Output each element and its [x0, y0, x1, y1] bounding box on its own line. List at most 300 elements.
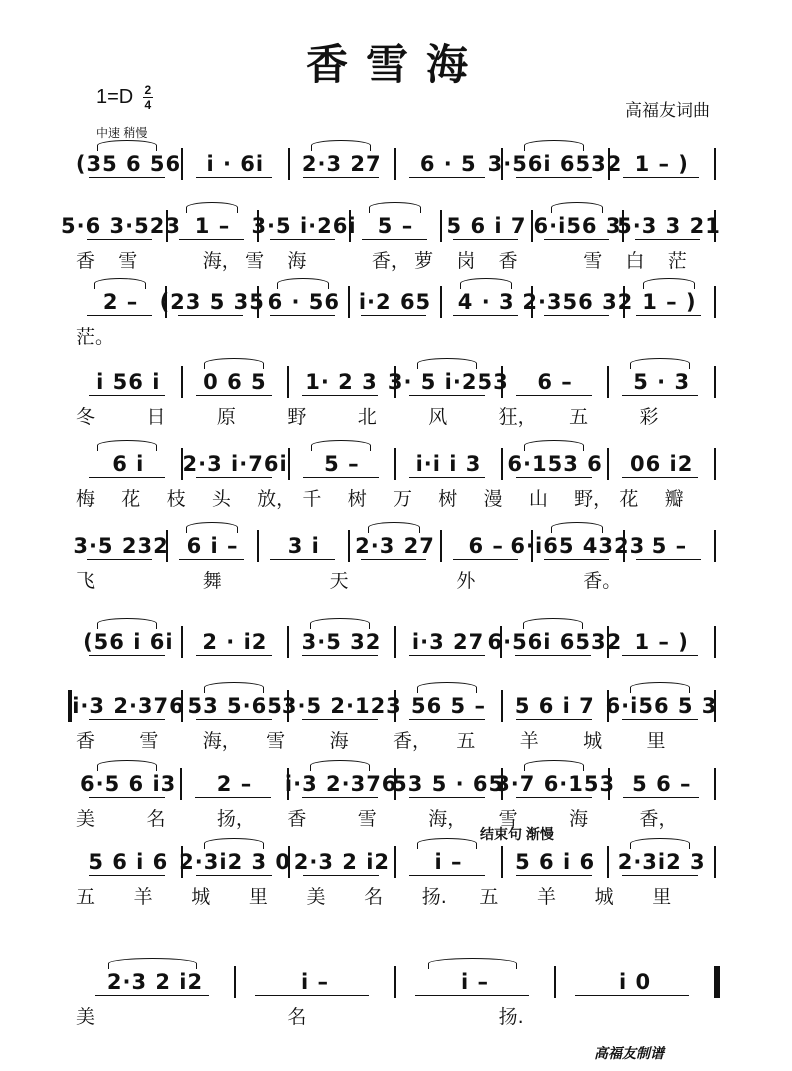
measure-notes: i – [434, 850, 463, 874]
measure [617, 210, 721, 242]
slur-mark [630, 838, 690, 849]
slur-mark [460, 278, 512, 289]
slur-mark [204, 682, 264, 693]
lyric-syllable: 羊 [537, 886, 557, 908]
beam-line [515, 655, 591, 656]
notes-row [76, 148, 716, 180]
measure-notes: 3·5 232 [73, 534, 169, 558]
measure [287, 626, 394, 658]
slur-mark [524, 440, 584, 451]
measure [348, 286, 439, 318]
beam-line [516, 395, 592, 396]
beam-line [409, 875, 485, 876]
measure-notes: i·3 2·376 [72, 694, 185, 718]
key-label: 1=D [96, 85, 134, 108]
measure [487, 626, 623, 658]
measure [281, 690, 402, 722]
notes-row [76, 286, 716, 318]
lyric-syllable: 雪 [498, 808, 518, 830]
lyric-syllable: 岗 [456, 250, 476, 272]
score-system [76, 366, 716, 426]
measure [287, 366, 394, 398]
beam-line [622, 719, 698, 720]
measure [257, 530, 348, 562]
measure [607, 690, 716, 722]
measure-notes: 56 5 – [411, 694, 486, 718]
measure-notes: 3·7 6·153 [495, 772, 616, 796]
measure-notes: 6·i56 5 3 [605, 694, 718, 718]
lyric-syllable: 美 [76, 808, 96, 830]
measure-notes: (56 i 6i [83, 630, 174, 654]
measure [510, 530, 646, 562]
measure [251, 210, 357, 242]
measure [288, 448, 395, 480]
slur-mark [310, 618, 370, 629]
measure [623, 286, 716, 318]
beam-line [575, 995, 689, 996]
measure [288, 148, 395, 180]
measure [180, 768, 286, 800]
measure-notes: 3·5 i·26i [251, 214, 357, 238]
score-system [76, 626, 716, 686]
beam-line [544, 239, 609, 240]
beam-line [303, 875, 379, 876]
beam-line [87, 315, 152, 316]
measure-notes: 6·i56 3 [533, 214, 622, 238]
meter-top: 2 [144, 83, 152, 97]
lyric-syllable [541, 246, 583, 270]
lyric-syllable: 名 [364, 886, 384, 908]
beam-line [623, 177, 699, 178]
measure [76, 366, 181, 398]
beam-line [409, 655, 485, 656]
lyric-syllable: 风 [428, 406, 448, 428]
beam-line [255, 995, 369, 996]
measure-notes: 1 – [194, 214, 231, 238]
lyric-syllable: 海 [329, 730, 349, 752]
notes-row [76, 626, 716, 658]
lyric-syllable: 梅 [76, 488, 96, 510]
lyric-syllable: 里 [248, 886, 268, 908]
slur-mark [523, 618, 583, 629]
measure-notes: (35 6 56 [75, 152, 182, 176]
lyrics-row [76, 1002, 716, 1026]
measure [394, 448, 501, 480]
slur-mark [417, 682, 477, 693]
lyric-syllable: 香 [76, 730, 96, 752]
measure-notes: 2 · i2 [202, 630, 268, 654]
measure-notes: 2·3 2 i2 [106, 970, 204, 994]
score-system [76, 148, 716, 208]
beam-line [179, 559, 244, 560]
beam-line [302, 797, 378, 798]
measure-notes: i·3 2·376 [284, 772, 398, 796]
tempo-marking: 中速 稍慢 [96, 126, 148, 140]
lyric-syllable: 冬 [76, 406, 96, 428]
measure-notes: 2·356 32 [522, 290, 634, 314]
measure-notes: 6 · 56 [267, 290, 341, 314]
lyric-syllable: 北 [357, 406, 377, 428]
measure [394, 846, 501, 878]
measure-notes: 6·5 6 i3 [80, 772, 177, 796]
beam-line [89, 395, 165, 396]
measure-notes: 6·153 6 [507, 452, 603, 476]
measure-notes: 5 · 3 [633, 370, 691, 394]
lyric-syllable: 茫 [667, 250, 687, 272]
measure-notes: i·2 65 [358, 290, 432, 314]
beam-line [196, 177, 272, 178]
measure [387, 366, 509, 398]
beam-line [195, 797, 271, 798]
measure-notes: 3 i [287, 534, 320, 558]
lyric-syllable: 野， [574, 488, 613, 510]
measure-notes: 5 – [377, 214, 414, 238]
slur-mark [186, 202, 238, 213]
lyrics-row [76, 566, 716, 590]
measure [440, 286, 531, 318]
lyric-syllable: 香 [287, 808, 307, 830]
measure-notes: 5 6 i 7 [446, 214, 527, 238]
measure [181, 626, 288, 658]
slur-mark [311, 440, 371, 451]
lyrics-row [76, 484, 716, 508]
slur-mark [311, 140, 371, 151]
measure [166, 210, 257, 242]
measure [607, 366, 716, 398]
lyric-syllable: 狂， [498, 406, 537, 428]
lyric-syllable: 茫。 [76, 326, 115, 348]
measure [394, 148, 501, 180]
measure [623, 530, 716, 562]
lyric-syllable: 天 [329, 570, 349, 592]
lyric-syllable: 美 [76, 1006, 96, 1028]
beam-line [409, 797, 485, 798]
lyric-syllable: 万 [392, 488, 412, 510]
measure-notes: 53 5·65 [187, 694, 283, 718]
notes-row [76, 366, 716, 398]
measure [257, 286, 348, 318]
measure-notes: 6·56i 6532 [487, 630, 623, 654]
score-system [76, 966, 716, 1026]
lyrics-row [76, 804, 716, 828]
slur-mark [428, 958, 517, 969]
beam-line [635, 239, 700, 240]
measure [76, 966, 234, 998]
song-title: 香雪海 [305, 40, 486, 89]
measure-notes: 3· 5 i·253 [387, 370, 509, 394]
lyric-syllable: 雪 [245, 250, 265, 272]
beam-line [178, 315, 243, 316]
measure [181, 148, 288, 180]
beam-line [89, 797, 165, 798]
beam-line [361, 315, 426, 316]
measure [501, 448, 608, 480]
beam-line [196, 875, 272, 876]
measure [349, 210, 440, 242]
score-system [61, 210, 721, 272]
lyric-syllable: 五 [479, 886, 499, 908]
measure-notes: 1 – ) [642, 290, 697, 314]
beam-line [196, 719, 272, 720]
slur-mark [368, 522, 420, 533]
measure-notes: 1 – ) [634, 152, 689, 176]
lyric-syllable: 羊 [133, 886, 153, 908]
beam-line [453, 239, 518, 240]
beam-line [453, 315, 518, 316]
lyric-syllable: 白 [625, 250, 645, 272]
measure [181, 366, 288, 398]
slur-mark [643, 278, 695, 289]
lyric-syllable: 瓣 [664, 488, 684, 510]
beam-line [622, 477, 698, 478]
lyric-syllable: 雪 [139, 730, 159, 752]
measure [608, 768, 716, 800]
lyric-syllable: 花 [619, 488, 639, 510]
measure [288, 846, 395, 878]
beam-line [303, 177, 379, 178]
measure [179, 846, 292, 878]
measure [531, 210, 622, 242]
measure [501, 366, 608, 398]
measure-notes: i 0 [618, 970, 652, 994]
beam-line [362, 239, 427, 240]
beam-line [623, 797, 699, 798]
slur-mark [524, 760, 584, 771]
lyric-syllable: 枝 [166, 488, 186, 510]
beam-line [270, 239, 335, 240]
lyric-syllable: 名 [287, 1006, 307, 1028]
beam-line [516, 477, 592, 478]
lyric-syllable: 名 [146, 808, 166, 830]
slur-mark [310, 760, 370, 771]
repeat-start-bar [68, 690, 72, 722]
lyric-syllable: 里 [652, 886, 672, 908]
measure-notes: 5 – [651, 534, 688, 558]
measure-notes: 3·56i 6532 [487, 152, 623, 176]
slur-mark [630, 358, 690, 369]
beam-line [636, 315, 701, 316]
measure [76, 846, 181, 878]
beam-line [196, 395, 272, 396]
measure [607, 846, 716, 878]
measure-notes: 5 6 i 6 [88, 850, 169, 874]
beam-line [89, 477, 165, 478]
measure-notes: 1 – ) [634, 630, 689, 654]
lyric-syllable: 香 [76, 250, 96, 272]
beam-line [89, 875, 165, 876]
lyric-syllable: 城 [594, 886, 614, 908]
measure [159, 286, 265, 318]
measure [72, 690, 185, 722]
lyric-syllable: 树 [438, 488, 458, 510]
lyric-syllable: 扬， [216, 808, 255, 830]
measure [76, 626, 181, 658]
measure-notes: 4 · 3 [457, 290, 515, 314]
slur-mark [204, 838, 264, 849]
lyric-syllable: 雪 [583, 250, 603, 272]
notes-row [73, 530, 716, 562]
slur-mark [97, 140, 157, 151]
measure-notes: 6 i – [186, 534, 239, 558]
measure [501, 690, 607, 722]
lyric-syllable: 雪 [357, 808, 377, 830]
lyric-syllable: 扬. [421, 886, 447, 908]
beam-line [415, 995, 529, 996]
slur-mark [204, 358, 264, 369]
lyric-syllable: 萝 [414, 250, 434, 272]
notes-row [76, 846, 716, 878]
measure-notes: 5·6 3·523 [61, 214, 181, 238]
beam-line [302, 655, 378, 656]
beam-line [409, 477, 485, 478]
lyrics-row [76, 882, 716, 906]
measure [394, 626, 501, 658]
beam-line [302, 719, 378, 720]
measure-notes: 5 6 – [632, 772, 692, 796]
notes-row [76, 966, 716, 998]
measure-notes: i 56 i [96, 370, 161, 394]
slur-mark [186, 522, 238, 533]
measure [394, 966, 554, 998]
beam-line [409, 719, 485, 720]
measure [495, 768, 616, 800]
lyric-syllable: 飞 [76, 570, 96, 592]
lyric-syllable: 里 [646, 730, 666, 752]
measure-notes: 2·3 i·76i [182, 452, 288, 476]
measure-notes: i·3 27 [411, 630, 485, 654]
lyric-syllable [330, 246, 372, 270]
measure-notes: i · 6i [206, 152, 265, 176]
measure [487, 148, 623, 180]
lyric-syllable: 彩 [639, 406, 659, 428]
lyric-syllable: 五 [76, 886, 96, 908]
slur-mark [369, 202, 421, 213]
measure-notes: 5 6 i 6 [515, 850, 596, 874]
beam-line [516, 177, 592, 178]
key-signature [96, 84, 153, 111]
beam-line [636, 559, 701, 560]
notes-row [61, 210, 721, 242]
lyric-syllable: 香， [639, 808, 678, 830]
beam-line [196, 477, 272, 478]
slur-mark [97, 440, 157, 451]
lyric-syllable: 羊 [519, 730, 539, 752]
lyric-syllable: 香， [392, 730, 431, 752]
slur-mark [417, 838, 477, 849]
measure [284, 768, 398, 800]
score-system [76, 448, 716, 508]
slur-mark [417, 358, 477, 369]
measure-notes: 3·5 2·123 [281, 694, 402, 718]
lyric-syllable: 海 [287, 250, 307, 272]
measure [501, 846, 608, 878]
beam-line [516, 797, 592, 798]
beam-line [409, 177, 485, 178]
measure [607, 626, 716, 658]
beam-line [622, 655, 698, 656]
lyric-syllable: 海， [202, 730, 241, 752]
measure [440, 210, 531, 242]
measure-notes: 3·5 32 [301, 630, 382, 654]
measure-notes: 2·3 27 [355, 534, 435, 558]
measure-notes: 2·3i2 3 0 [179, 850, 292, 874]
measure [392, 768, 505, 800]
measure-notes: 5·3 3 21 [617, 214, 721, 238]
measure-notes: 06 i2 [629, 452, 694, 476]
score-system [76, 768, 716, 828]
measure-notes: 6 – [537, 370, 573, 394]
beam-line [516, 719, 592, 720]
lyric-syllable: 香。 [583, 570, 622, 592]
slur-mark [551, 202, 603, 213]
lyric-syllable: 五 [456, 730, 476, 752]
lyric-syllable: 千 [302, 488, 322, 510]
score-system [76, 826, 716, 908]
measure-notes: 0 6 5 [203, 370, 267, 394]
slur-mark [97, 760, 157, 771]
final-barline [716, 966, 720, 998]
measure-notes: 2·3 27 [301, 152, 382, 176]
measure [76, 448, 181, 480]
notes-row [76, 768, 716, 800]
measure-notes: 2 – [102, 290, 139, 314]
measure-notes: 6 i [112, 452, 145, 476]
meter-bottom: 4 [144, 98, 152, 112]
beam-line [95, 995, 209, 996]
beam-line [544, 559, 609, 560]
lyric-syllable: 雪 [266, 730, 286, 752]
beam-line [302, 395, 378, 396]
measure-notes: 5 – [324, 452, 360, 476]
slur-mark [524, 140, 584, 151]
lyric-syllable: 海 [569, 808, 589, 830]
lyric-syllable: 外 [456, 570, 476, 592]
beam-line [453, 559, 518, 560]
lyric-syllable: 花 [121, 488, 141, 510]
beam-line [516, 875, 592, 876]
lyric-syllable: 漫 [483, 488, 503, 510]
lyric-syllable: 雪 [118, 250, 138, 272]
notes-row [72, 690, 718, 722]
measure-notes: 2 – [216, 772, 253, 796]
lyric-syllable: 原 [216, 406, 236, 428]
lyric-syllable: 山 [528, 488, 548, 510]
notes-row [76, 448, 716, 480]
measure [608, 148, 717, 180]
lyric-syllable: 海， [428, 808, 467, 830]
maker-credit: 高福友制谱 [594, 1045, 664, 1061]
measure [61, 210, 181, 242]
score-system [76, 286, 716, 346]
lyric-syllable: 树 [347, 488, 367, 510]
lyric-syllable: 城 [583, 730, 603, 752]
lyric-syllable: 美 [306, 886, 326, 908]
lyric-syllable: 放， [257, 488, 296, 510]
measure-notes: 6 · 5 [419, 152, 477, 176]
measure [76, 286, 165, 318]
lyrics-row [76, 726, 716, 750]
beam-line [303, 477, 379, 478]
slur-mark [94, 278, 146, 289]
lyric-syllable: 海， [202, 250, 241, 272]
measure [76, 768, 180, 800]
measure [73, 530, 169, 562]
beam-line [270, 559, 335, 560]
slur-mark [108, 958, 197, 969]
score-system [72, 690, 718, 752]
measure [181, 448, 288, 480]
beam-line [544, 315, 609, 316]
